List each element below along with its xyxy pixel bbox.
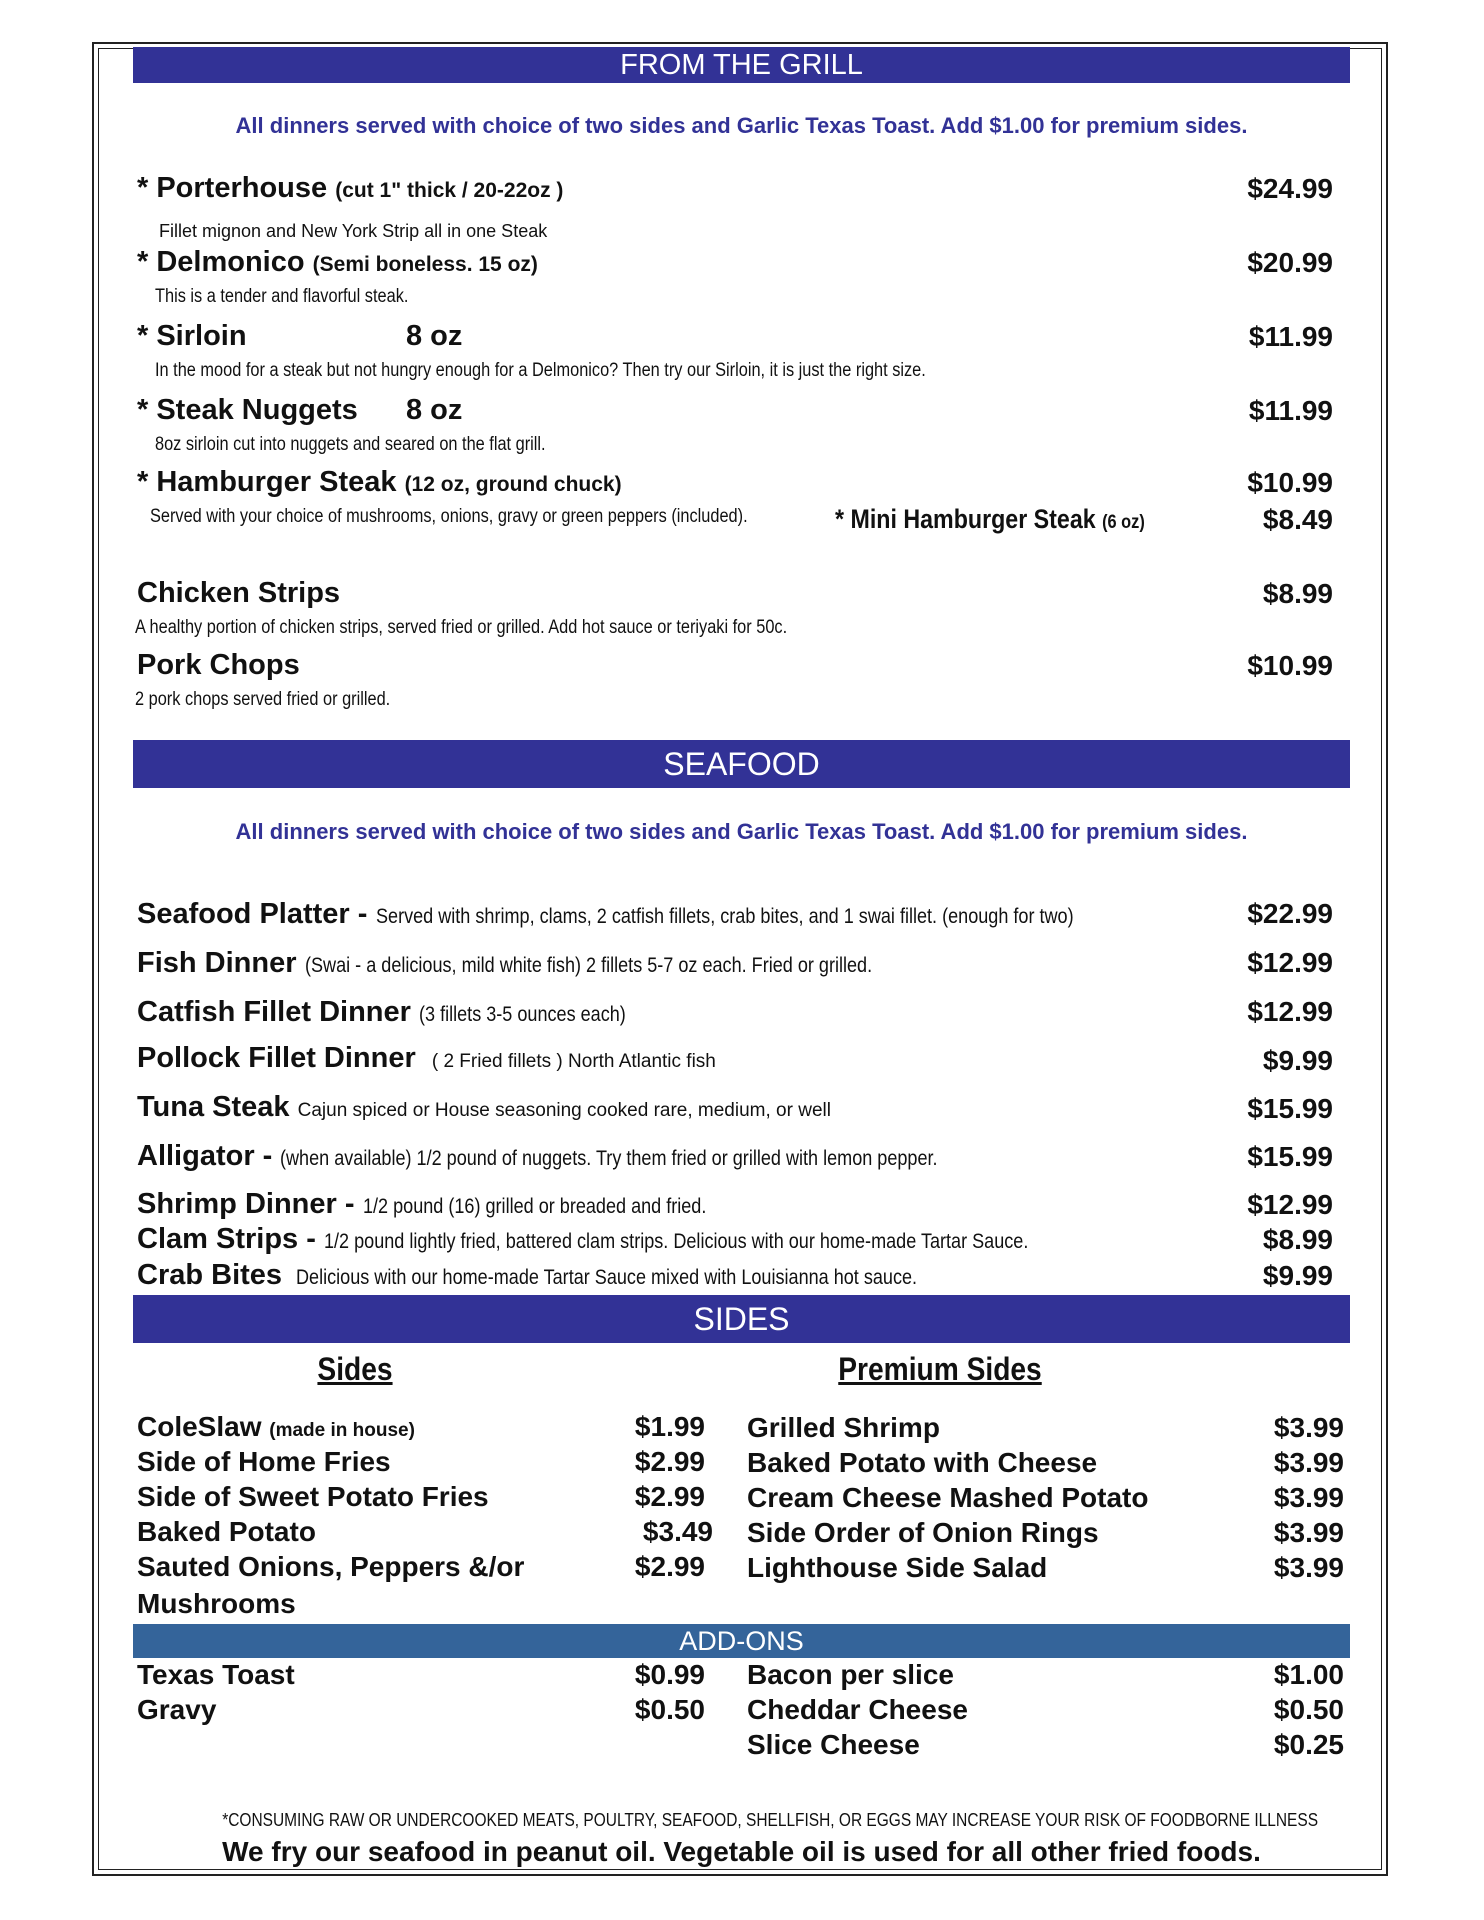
item-name: * Porterhouse: [137, 172, 328, 204]
item-detail: 8 oz: [406, 320, 463, 352]
addon-gravy: Gravy: [137, 1694, 217, 1725]
grill-intro: All dinners served with choice of two sides and Garlic Texas Toast. Add $1.00 for premium sides.: [235, 113, 1248, 138]
section-header-sides: SIDES: [133, 1295, 1350, 1343]
item-description: 1/2 pound lightly fried, battered clam strips. Delicious with our home-made Tartar Sauce.: [323, 1230, 1029, 1253]
item-price: $8.99: [1262, 1224, 1333, 1255]
addon-price: $0.99: [634, 1659, 705, 1690]
premium-side-onion-rings: Side Order of Onion Rings: [747, 1517, 1099, 1548]
premium-side-price: $3.99: [1273, 1517, 1344, 1548]
item-price: $11.99: [1248, 395, 1333, 426]
side-price: $2.99: [634, 1551, 705, 1582]
item-price: $9.99: [1262, 1260, 1333, 1291]
item-price: $20.99: [1247, 247, 1333, 278]
menu-item-catfish-fillet-dinner: [137, 996, 659, 1029]
item-price: $12.99: [1247, 996, 1333, 1027]
addon-price: $0.25: [1273, 1729, 1344, 1760]
addon-bacon: Bacon per slice: [747, 1659, 954, 1690]
item-name: Fish Dinner: [137, 947, 297, 979]
menu-item-steak-nuggets: * Steak Nuggets: [137, 394, 358, 426]
item-price: $12.99: [1247, 1189, 1333, 1220]
menu-item-shrimp-dinner: [137, 1188, 762, 1221]
item-detail: (cut 1" thick / 20-22oz ): [335, 179, 564, 202]
menu-item-sirloin: * Sirloin: [137, 320, 247, 352]
item-detail: 8 oz: [406, 394, 463, 426]
menu-item-mini-hamburger-steak: [835, 504, 1145, 535]
menu-item-seafood-platter: [137, 898, 1187, 931]
item-description: Fillet mignon and New York Strip all in one Steak: [159, 221, 548, 241]
item-name: Pollock Fillet Dinner: [137, 1042, 416, 1074]
menu-item-delmonico: [137, 246, 538, 279]
menu-item-hamburger-steak: [137, 466, 622, 499]
item-description: Cajun spiced or House seasoning cooked rare, medium, or well: [297, 1100, 831, 1121]
addon-slice-cheese: Slice Cheese: [747, 1729, 920, 1760]
addon-texas-toast: Texas Toast: [137, 1659, 295, 1690]
addon-price: $0.50: [634, 1694, 705, 1725]
addon-cheddar-cheese: Cheddar Cheese: [747, 1694, 968, 1725]
side-item-mushrooms: Mushrooms: [137, 1588, 296, 1619]
item-name: Alligator -: [137, 1140, 273, 1172]
item-name: Seafood Platter -: [137, 898, 368, 930]
premium-side-lighthouse-salad: Lighthouse Side Salad: [747, 1552, 1048, 1583]
menu-item-pork-chops: Pork Chops: [137, 649, 300, 681]
item-description: 8oz sirloin cut into nuggets and seared on the flat grill.: [155, 434, 546, 455]
side-item-sauted-onions-peppers: Sauted Onions, Peppers &/or: [137, 1551, 525, 1582]
item-name: Clam Strips -: [137, 1223, 316, 1255]
item-price: $22.99: [1247, 898, 1333, 929]
item-detail: (6 oz): [1102, 512, 1145, 533]
side-name: ColeSlaw: [137, 1411, 262, 1442]
premium-side-grilled-shrimp: Grilled Shrimp: [747, 1412, 940, 1443]
seafood-intro: All dinners served with choice of two sides and Garlic Texas Toast. Add $1.00 for premium sides.: [235, 819, 1248, 844]
side-item-sweet-potato-fries: Side of Sweet Potato Fries: [137, 1481, 489, 1512]
premium-side-price: $3.99: [1273, 1412, 1344, 1443]
item-name: Catfish Fillet Dinner: [137, 996, 411, 1028]
item-price: $9.99: [1262, 1045, 1333, 1076]
item-description: Served with your choice of mushrooms, onions, gravy or green peppers (included).: [150, 506, 748, 527]
item-price: $8.49: [1262, 504, 1333, 535]
menu-item-tuna-steak: [137, 1091, 831, 1124]
oil-note: We fry our seafood in peanut oil. Vegetable oil is used for all other fried foods.: [222, 1836, 1261, 1867]
item-price: $10.99: [1247, 467, 1333, 498]
item-price: $8.99: [1262, 578, 1333, 609]
item-price: $12.99: [1247, 947, 1333, 978]
item-name: * Mini Hamburger Steak: [835, 504, 1096, 534]
side-note: (made in house): [269, 1420, 415, 1441]
side-price: $2.99: [634, 1446, 705, 1477]
item-description: (3 fillets 3-5 ounces each): [418, 1003, 626, 1026]
item-description: Served with shrimp, clams, 2 catfish fillets, crab bites, and 1 swai fillet. (enough for two): [375, 905, 1074, 928]
addon-price: $1.00: [1273, 1659, 1344, 1690]
premium-side-price: $3.99: [1273, 1552, 1344, 1583]
menu-item-fish-dinner: [137, 947, 964, 980]
side-item-baked-potato: Baked Potato: [137, 1516, 316, 1547]
item-name: Tuna Steak: [137, 1091, 290, 1123]
premium-side-cream-cheese-mashed: Cream Cheese Mashed Potato: [747, 1482, 1149, 1513]
side-item-coleslaw: [137, 1411, 415, 1443]
menu-item-pollock-fillet-dinner: [137, 1042, 716, 1075]
item-name: * Delmonico: [137, 246, 305, 278]
item-detail: (Semi boneless. 15 oz): [312, 253, 538, 276]
premium-sides-column-heading: Premium Sides: [838, 1351, 1042, 1387]
side-price: $2.99: [634, 1481, 705, 1512]
foodborne-illness-warning: *CONSUMING RAW OR UNDERCOOKED MEATS, POULTRY, SEAFOOD, SHELLFISH, OR EGGS MAY INCREASE YOUR RISK OF FOODBORNE ILLNESS: [222, 1810, 1319, 1830]
item-name: Crab Bites: [137, 1259, 283, 1291]
menu-item-porterhouse: [137, 172, 563, 205]
section-header-addons: ADD-ONS: [133, 1624, 1350, 1658]
sides-column-heading: Sides: [317, 1351, 393, 1387]
item-description: Delicious with our home-made Tartar Sauce mixed with Louisianna hot sauce.: [296, 1266, 918, 1289]
section-header-grill: FROM THE GRILL: [133, 47, 1350, 83]
premium-side-price: $3.99: [1273, 1482, 1344, 1513]
side-price: $3.49: [642, 1516, 713, 1547]
item-price: $15.99: [1247, 1093, 1333, 1124]
item-description: (Swai - a delicious, mild white fish) 2 fillets 5-7 oz each. Fried or grilled.: [304, 954, 872, 977]
menu-item-chicken-strips: Chicken Strips: [137, 577, 341, 609]
item-description: (when available) 1/2 pound of nuggets. Try them fried or grilled with lemon pepper.: [280, 1147, 938, 1170]
item-price: $15.99: [1247, 1141, 1333, 1172]
side-price: $1.99: [634, 1411, 705, 1442]
section-header-seafood: SEAFOOD: [133, 740, 1350, 788]
item-description: ( 2 Fried fillets ) North Atlantic fish: [431, 1051, 716, 1072]
item-name: Shrimp Dinner -: [137, 1188, 355, 1220]
addon-price: $0.50: [1273, 1694, 1344, 1725]
item-description: 2 pork chops served fried or grilled.: [135, 689, 391, 710]
item-description: In the mood for a steak but not hungry enough for a Delmonico? Then try our Sirloin, it is just the right size.: [155, 360, 926, 381]
footer-warning-wrap: [133, 1810, 1350, 1831]
item-price: $10.99: [1247, 650, 1333, 681]
menu-item-crab-bites: [137, 1259, 1018, 1292]
menu-item-alligator: [137, 1140, 1045, 1173]
item-name: * Hamburger Steak: [137, 466, 397, 498]
item-price: $11.99: [1248, 321, 1333, 352]
premium-side-baked-potato-cheese: Baked Potato with Cheese: [747, 1447, 1098, 1478]
item-detail: (12 oz, ground chuck): [404, 473, 622, 496]
item-description: 1/2 pound (16) grilled or breaded and fried.: [362, 1195, 706, 1218]
premium-side-price: $3.99: [1273, 1447, 1344, 1478]
item-description: A healthy portion of chicken strips, served fried or grilled. Add hot sauce or teriyaki for 50c.: [135, 617, 788, 638]
item-description: This is a tender and flavorful steak.: [155, 286, 409, 307]
menu-item-clam-strips: [137, 1223, 1143, 1256]
item-price: $24.99: [1247, 173, 1333, 204]
side-item-home-fries: Side of Home Fries: [137, 1446, 391, 1477]
